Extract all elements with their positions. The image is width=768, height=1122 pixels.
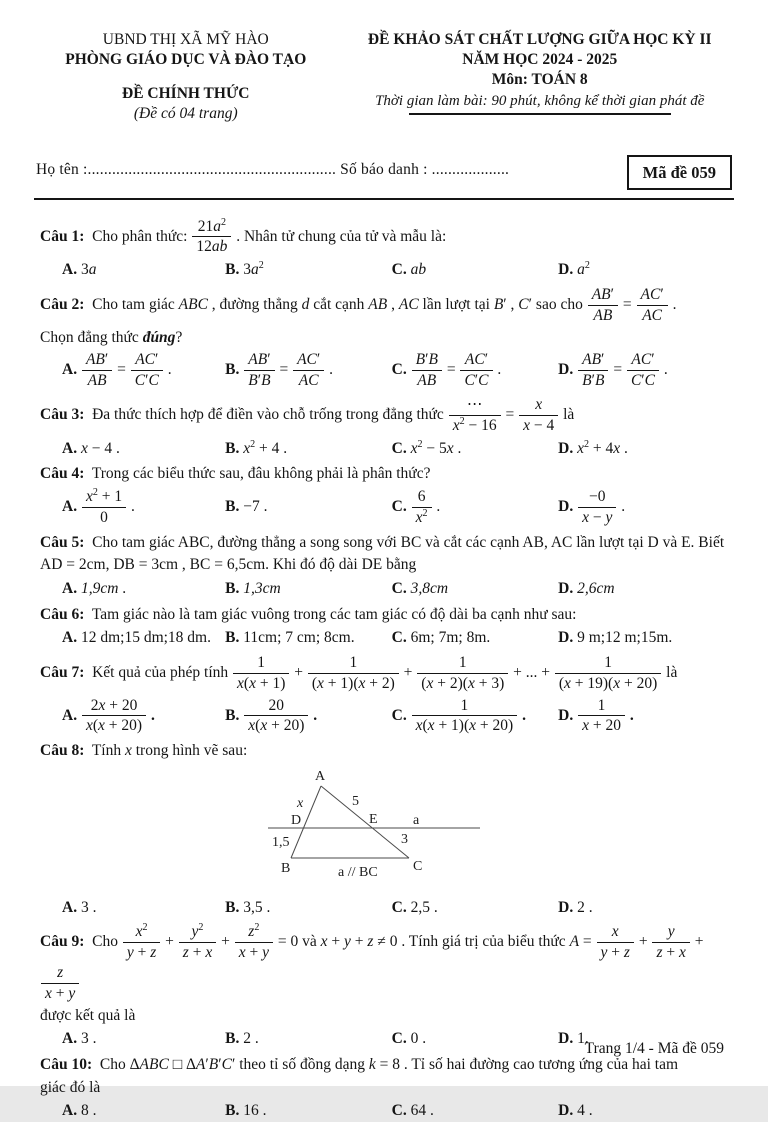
answer-option-b: B. 2 . xyxy=(225,1030,259,1048)
segment-x-label: x xyxy=(297,795,304,811)
header-right xyxy=(342,30,738,125)
name-and-id-blanks: Họ tên :............................................................. Số báo danh : ................... xyxy=(36,160,510,178)
question-number: Câu 7: xyxy=(40,663,85,681)
question-number: Câu 9: xyxy=(40,933,85,951)
header xyxy=(0,0,768,125)
official-exam-label: ĐỀ CHÍNH THỨC xyxy=(122,85,250,103)
header-underline xyxy=(409,113,671,115)
answer-option-d: D. $x^2 + 4x$ . xyxy=(558,438,628,457)
segment-5-label: 5 xyxy=(352,793,359,809)
answer-option-c: C. 0 . xyxy=(391,1030,427,1048)
answer-option-d: D. $\frac{1}{x + 20}$ . xyxy=(558,696,634,735)
school-year: NĂM HỌC 2024 - 2025 xyxy=(462,51,618,69)
question-8-text: Câu 8: Tính x trong hình vẽ sau: xyxy=(40,742,248,760)
answer-option-c: C. 3,8cm xyxy=(391,579,449,597)
question-7 xyxy=(40,653,728,736)
question-10-text: Câu 10: Cho ΔABC □ ΔA′B′C′ theo tỉ số đồng dạng k = 8 . Tỉ số hai đường cao tương ứng của hai tam xyxy=(40,1055,679,1073)
question-number: Câu 8: xyxy=(40,742,85,760)
question-5 xyxy=(40,532,728,600)
question-number: Câu 4: xyxy=(40,465,85,483)
subject: Môn: TOÁN 8 xyxy=(491,71,588,89)
question-10-text: giác đó là xyxy=(40,1078,101,1096)
vertex-a-label: A xyxy=(315,768,326,784)
answer-option-d: D. 4 . xyxy=(558,1102,593,1120)
answer-option-c: C. $\frac{6}{x^2}$ . xyxy=(391,487,441,526)
question-9 xyxy=(40,922,728,1050)
answer-option-b: B. 16 . xyxy=(225,1102,267,1120)
answer-option-b: B. $x^2 + 4$ . xyxy=(225,438,288,457)
answer-option-b: B. −7 . xyxy=(225,498,268,516)
question-3 xyxy=(40,395,728,459)
exam-code-box: Mã đề 059 xyxy=(627,155,732,190)
vertex-c-label: C xyxy=(413,858,423,874)
answer-option-a: A. 1,9cm . xyxy=(62,579,127,597)
question-4-options xyxy=(40,487,728,528)
department-name: PHÒNG GIÁO DỤC VÀ ĐÀO TẠO xyxy=(65,51,307,69)
question-6-text: Câu 6: Tam giác nào là tam giác vuông trong các tam giác có độ dài ba cạnh như sau: xyxy=(40,605,577,623)
answer-option-b: B. 11cm; 7 cm; 8cm. xyxy=(225,629,355,647)
answer-option-a: A. $\frac{x^2 + 1}{0}$ . xyxy=(62,486,135,526)
answer-option-a: A. $\frac{2x + 20}{x(x + 20)}$ . xyxy=(62,696,155,735)
answer-option-a: A. x − 4 . xyxy=(62,439,120,457)
question-number: Câu 6: xyxy=(40,605,85,623)
answer-option-b: B. 3,5 . xyxy=(225,898,271,916)
question-8-figure xyxy=(266,766,728,895)
answer-option-a: A. 3a xyxy=(62,261,97,279)
answer-option-a: A. 8 . xyxy=(62,1102,97,1120)
answer-option-c: C. ab xyxy=(391,261,427,279)
answer-option-d: D. $\frac{-0}{x - y}$ . xyxy=(558,487,626,526)
answer-option-c: C. $\frac{1}{x(x + 1)(x + 20)}$ . xyxy=(391,696,526,735)
answer-option-d: D. 9 m;12 m;15m. xyxy=(558,629,673,647)
answer-option-b: B. $\frac{20}{x(x + 20)}$ . xyxy=(225,696,318,735)
exam-title: ĐỀ KHẢO SÁT CHẤT LƯỢNG GIỮA HỌC KỲ II xyxy=(367,31,712,48)
page-footer: Trang 1/4 - Mã đề 059 xyxy=(584,1040,724,1058)
question-number: Câu 1: xyxy=(40,227,85,245)
answer-option-c: C. 6m; 7m; 8m. xyxy=(391,629,491,647)
answer-option-c: C. 64 . xyxy=(391,1102,434,1120)
page-count-note: (Đề có 04 trang) xyxy=(133,105,238,123)
question-2-text: Câu 2: Cho tam giác ABC , đường thẳng d cắt cạnh AB , AC lần lượt tại B′ , C′ sao cho $\frac{AB'}{AB}$ = $\frac{AC'}{AC}$ . xyxy=(40,285,677,324)
question-2 xyxy=(40,285,728,391)
question-3-options xyxy=(40,438,728,460)
answer-option-d: D. 2 . xyxy=(558,898,593,916)
student-info-row xyxy=(36,155,732,190)
question-5-text: Câu 5: Cho tam giác ABC, đường thẳng a song song với BC và cắt các cạnh AB, AC lần lượt tại D và E. Biết xyxy=(40,533,725,551)
question-number: Câu 5: xyxy=(40,533,85,551)
question-10-options xyxy=(40,1100,728,1122)
parallel-note: a // BC xyxy=(338,864,378,880)
answer-option-c: C. 2,5 . xyxy=(391,898,438,916)
question-4-text: Câu 4: Trong các biểu thức sau, đâu không phải là phân thức? xyxy=(40,465,431,483)
issuing-authority: UBND THỊ XÃ MỸ HÀO xyxy=(102,31,269,48)
answer-option-a: A. 3 . xyxy=(62,1030,97,1048)
question-number: Câu 2: xyxy=(40,295,85,313)
answer-option-d: D. $a^2$ xyxy=(558,260,590,279)
question-1-options xyxy=(40,259,728,281)
time-limit: Thời gian làm bài: 90 phút, không kể thời gian phát đề xyxy=(375,93,705,110)
question-7-text: Câu 7: Kết quả của phép tính $\frac{1}{x(x + 1)}$ + $\frac{1}{(x + 1)(x + 2)}$ + $\frac{1}{(x + 2)(x + 3)}$ + ... + $\frac{1}{(x + 19)(x + 20)}$ là xyxy=(40,653,678,692)
vertex-b-label: B xyxy=(281,860,291,876)
question-1 xyxy=(40,217,728,281)
segment-1-5-label: 1,5 xyxy=(272,834,290,850)
line-a-label: a xyxy=(413,812,420,828)
answer-option-d: D. 1. xyxy=(558,1030,589,1048)
question-8 xyxy=(40,740,728,918)
point-d-label: D xyxy=(291,812,302,828)
questions xyxy=(0,200,768,1122)
answer-option-a: A. 3 . xyxy=(62,898,97,916)
answer-option-b: B. 1,3cm xyxy=(225,579,281,597)
question-4 xyxy=(40,463,728,527)
question-2-text: Chọn đẳng thức đúng? xyxy=(40,328,183,346)
answer-option-d: D. $\frac{AB'}{B'B}$ = $\frac{AC'}{C'C}$ . xyxy=(558,351,668,390)
triangle-diagram xyxy=(266,766,492,888)
question-9-text: Câu 9: Cho $\frac{x^2}{y + z}$ + $\frac{y^2}{z + x}$ + $\frac{z^2}{x + y}$ = 0 và x + y + z ≠ 0 . Tính giá trị của biểu thức A = $\frac{x}{y + z}$ + $\frac{y}{z + x}$ + $\frac{z}{x + y}$ xyxy=(40,922,704,1002)
question-3-text: Câu 3: Đa thức thích hợp để điền vào chỗ trống trong đẳng thức ⋯ $x^2 - 16$ = $\frac{x}{x - 4}$ là xyxy=(40,395,575,434)
point-e-label: E xyxy=(369,811,378,827)
question-9-text: được kết quả là xyxy=(40,1006,136,1024)
question-10 xyxy=(40,1054,728,1122)
question-number: Câu 3: xyxy=(40,405,85,423)
answer-option-c: C. $\frac{B'B}{AB}$ = $\frac{AC'}{C'C}$ . xyxy=(391,351,502,390)
question-5-options xyxy=(40,578,728,600)
header-left xyxy=(30,30,342,125)
answer-option-d: D. 2,6cm xyxy=(558,579,615,597)
question-6-options xyxy=(40,627,728,649)
answer-option-c: C. $x^2 - 5x$ . xyxy=(391,438,462,457)
question-number: Câu 10: xyxy=(40,1055,93,1073)
question-8-options xyxy=(40,897,728,919)
question-1-text: Câu 1: Cho phân thức: $\frac{21a^2}{12ab}$ . Nhân tử chung của tử và mẫu là: xyxy=(40,216,447,256)
question-2-options xyxy=(40,350,728,391)
answer-option-a: A. $\frac{AB'}{AB}$ = $\frac{AC'}{C'C}$ . xyxy=(62,351,172,390)
question-5-text: AD = 2cm, DB = 3cm , BC = 6,5cm. Khi đó độ dài DE bằng xyxy=(40,556,417,574)
answer-option-b: B. $3a^2$ xyxy=(225,260,264,279)
answer-option-a: A. 12 dm;15 dm;18 dm. xyxy=(62,629,211,647)
answer-option-b: B. $\frac{AB'}{B'B}$ = $\frac{AC'}{AC}$ . xyxy=(225,351,334,390)
question-6 xyxy=(40,604,728,649)
segment-3-label: 3 xyxy=(401,831,408,847)
question-7-options xyxy=(40,696,728,737)
